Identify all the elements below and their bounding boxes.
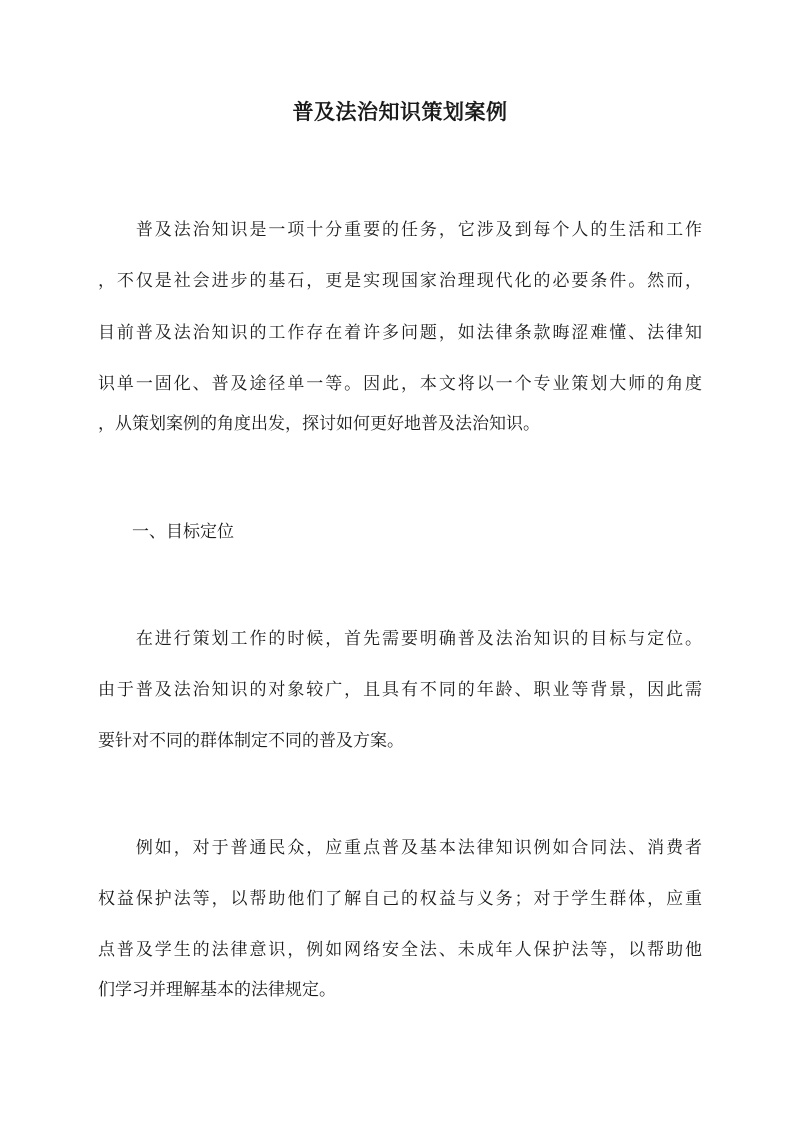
text-line: 由于普及法治知识的对象较广，且具有不同的年龄、职业等背景，因此需	[98, 680, 702, 700]
text-line: 在进行策划工作的时候，首先需要明确普及法治知识的目标与定位。	[98, 629, 702, 649]
text-line: 目前普及法治知识的工作存在着许多问题，如法律条款晦涩难懂、法律知	[98, 323, 702, 343]
section-heading: 一、目标定位	[98, 522, 234, 542]
text-line: ，从策划案例的角度出发，探讨如何更好地普及法治知识。	[98, 414, 540, 434]
document-title: 普及法治知识策划案例	[292, 99, 508, 124]
text-line: 普及法治知识是一项十分重要的任务，它涉及到每个人的生活和工作	[98, 220, 702, 240]
text-line: ，不仅是社会进步的基石，更是实现国家治理现代化的必要条件。然而，	[98, 271, 702, 291]
text-line: 们学习并理解基本的法律规定。	[98, 980, 336, 1000]
text-line: 权益保护法等，以帮助他们了解自己的权益与义务；对于学生群体，应重	[98, 889, 702, 909]
text-line: 识单一固化、普及途径单一等。因此，本文将以一个专业策划大师的角度	[98, 374, 702, 394]
text-line: 例如，对于普通民众，应重点普及基本法律知识例如合同法、消费者	[98, 838, 702, 858]
text-line: 点普及学生的法律意识，例如网络安全法、未成年人保护法等，以帮助他	[98, 940, 702, 960]
text-line: 要针对不同的群体制定不同的普及方案。	[98, 731, 404, 751]
